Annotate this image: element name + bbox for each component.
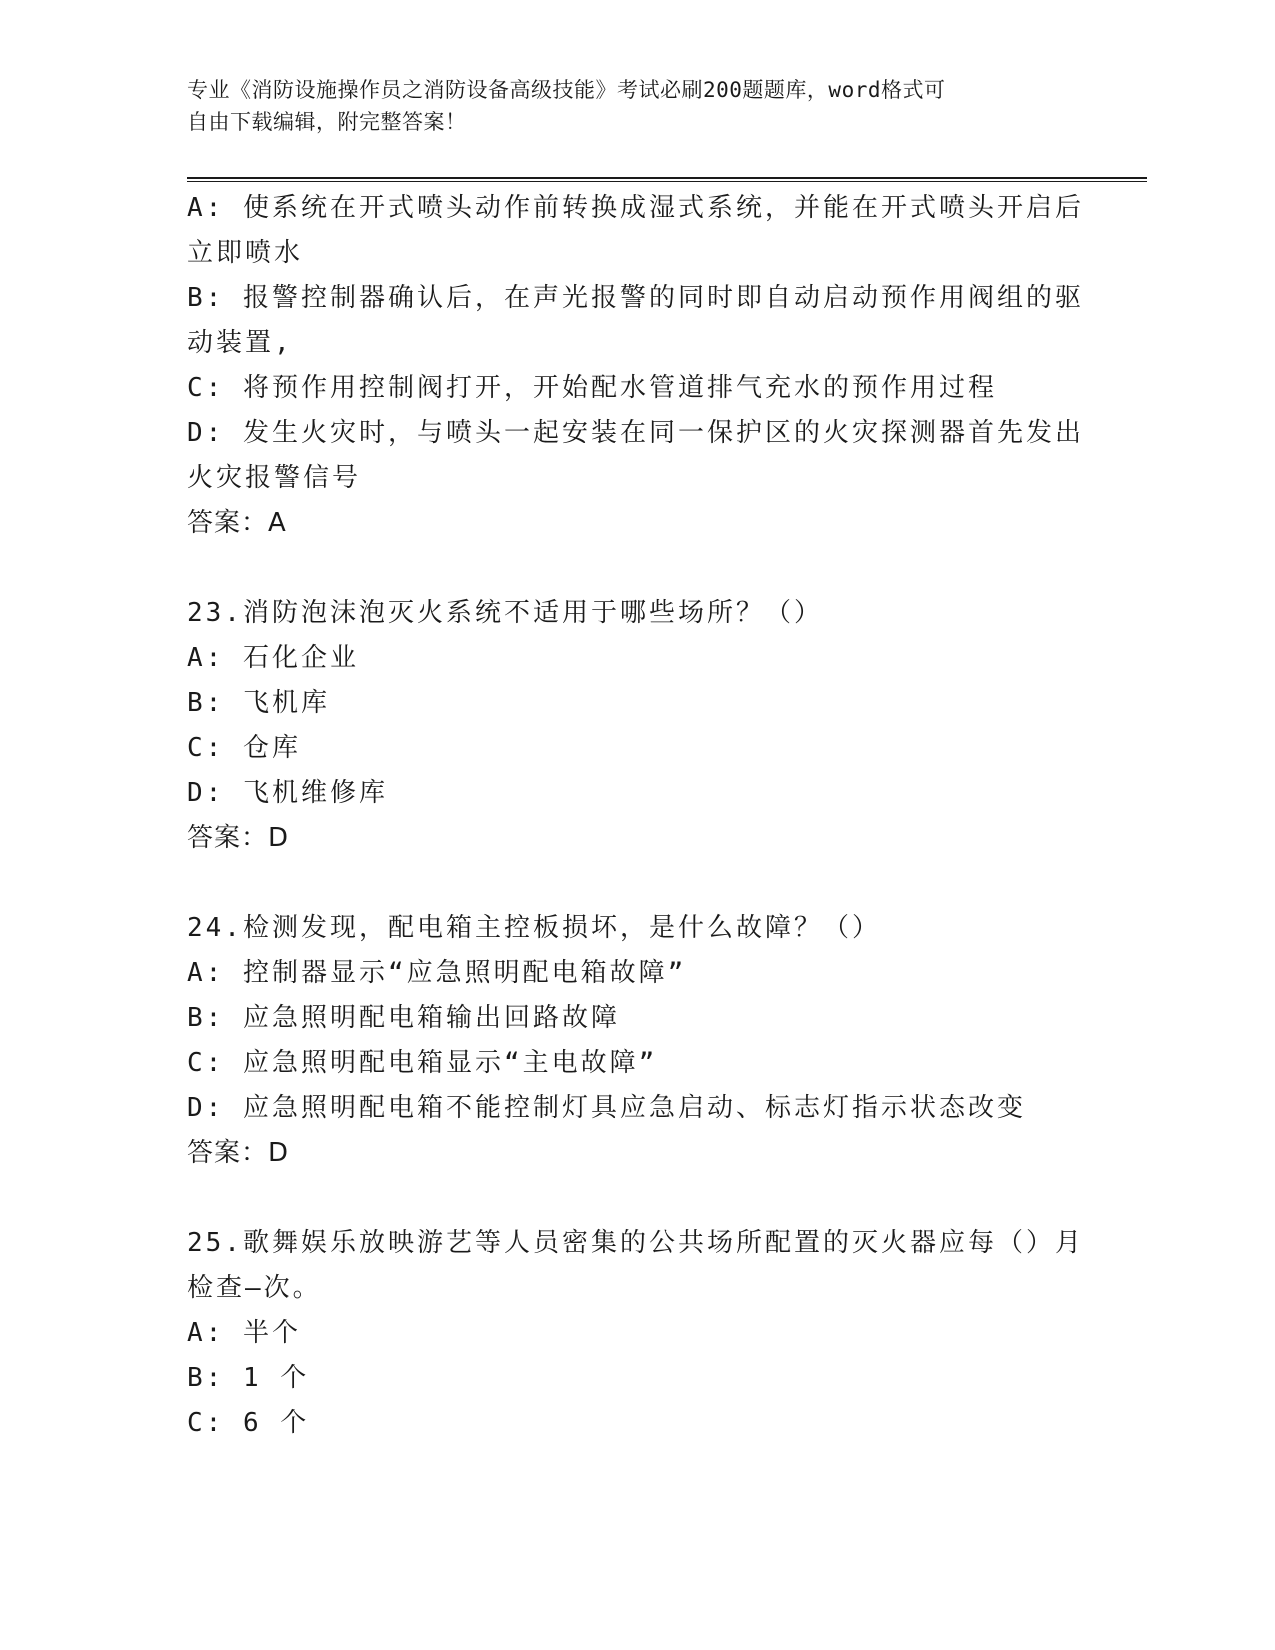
question-24 [187, 906, 1067, 1176]
option-b: B: 报警控制器确认后，在声光报警的同时即自动启动预作用阀组的驱 [187, 283, 1084, 313]
spacer [187, 1176, 1067, 1221]
question-25 [187, 1221, 1084, 1446]
question-22-continued [187, 186, 1084, 546]
answer-line: 答案：D [187, 1138, 290, 1168]
question-stem: 24.检测发现，配电箱主控板损坏，是什么故障？（） [187, 913, 881, 943]
option-b: B: 飞机库 [187, 688, 330, 718]
question-23 [187, 591, 1067, 861]
option-d: D: 应急照明配电箱不能控制灯具应急启动、标志灯指示状态改变 [187, 1093, 1026, 1123]
option-a: A: 使系统在开式喷头动作前转换成湿式系统，并能在开式喷头开启后 [187, 193, 1084, 223]
question-stem: 23.消防泡沫泡灭火系统不适用于哪些场所？（） [187, 598, 823, 628]
option-b: B: 1 个 [187, 1363, 310, 1393]
option-c: C: 6 个 [187, 1408, 310, 1438]
option-a: A: 半个 [187, 1318, 301, 1348]
document-page [187, 0, 1147, 1650]
question-stem-continued: 检查—次。 [187, 1273, 322, 1303]
option-c: C: 将预作用控制阀打开，开始配水管道排气充水的预作用过程 [187, 373, 997, 403]
document-header [187, 74, 1067, 138]
option-a: A: 控制器显示“应急照明配电箱故障” [187, 958, 687, 988]
answer-line: 答案：A [187, 508, 287, 538]
option-c: C: 仓库 [187, 733, 301, 763]
spacer [187, 861, 1067, 906]
option-d: D: 飞机维修库 [187, 778, 388, 808]
answer-line: 答案：D [187, 823, 290, 853]
option-b: B: 应急照明配电箱输出回路故障 [187, 1003, 620, 1033]
header-subtitle-line: 自由下载编辑，附完整答案！ [187, 110, 467, 134]
header-divider [187, 177, 1147, 182]
spacer [187, 546, 1067, 591]
option-b-continued: 动装置, [187, 328, 293, 358]
option-d-continued: 火灾报警信号 [187, 463, 362, 493]
option-a: A: 石化企业 [187, 643, 359, 673]
question-stem: 25.歌舞娱乐放映游艺等人员密集的公共场所配置的灭火器应每（）月 [187, 1228, 1084, 1258]
option-c: C: 应急照明配电箱显示“主电故障” [187, 1048, 658, 1078]
header-title-line: 专业《消防设施操作员之消防设备高级技能》考试必刷200题题库，word格式可 [187, 78, 946, 102]
document-body [187, 186, 1084, 1446]
option-a-continued: 立即喷水 [187, 238, 304, 268]
option-d: D: 发生火灾时，与喷头一起安装在同一保护区的火灾探测器首先发出 [187, 418, 1084, 448]
